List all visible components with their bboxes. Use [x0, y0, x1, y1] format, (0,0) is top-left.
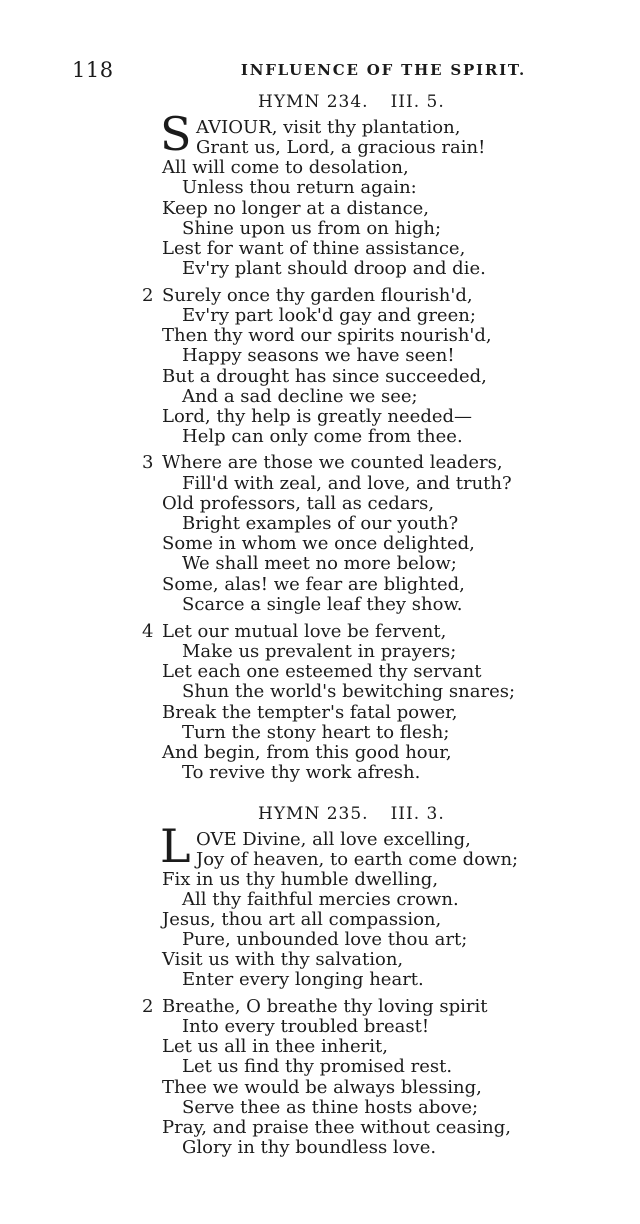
stanza-line: Where are those we counted leaders, — [162, 452, 503, 473]
hymn-meter: III. 3. — [390, 804, 445, 824]
stanza-line: Serve thee as thine hosts above; — [182, 1097, 479, 1118]
stanza-line: All thy faithful mercies crown. — [182, 889, 459, 910]
hymn-meter: III. 5. — [390, 92, 445, 112]
stanza-line: OVE Divine, all love excelling, — [196, 829, 471, 850]
drop-cap: L — [160, 819, 191, 873]
stanza-line: Help can only come from thee. — [182, 426, 463, 447]
stanza-line: Old professors, tall as cedars, — [162, 493, 435, 514]
stanza-line: Breathe, O breathe thy loving spirit — [162, 996, 488, 1017]
stanza-line: Happy seasons we have seen! — [182, 345, 455, 366]
stanza-line: And begin, from this good hour, — [162, 742, 452, 763]
stanza-line: We shall meet no more below; — [182, 553, 457, 574]
stanza-line: Ev'ry plant should droop and die. — [182, 258, 486, 279]
stanza-line: Make us prevalent in prayers; — [182, 641, 457, 662]
stanza-line: Surely once thy garden flourish'd, — [162, 285, 473, 306]
stanza-line: Shine upon us from on high; — [182, 218, 442, 239]
stanza-line: Let us all in thee inherit, — [162, 1036, 388, 1057]
stanza-line: Keep no longer at a distance, — [162, 198, 430, 219]
stanza-line: Unless thou return again: — [182, 177, 417, 198]
stanza-line: Fill'd with zeal, and love, and truth? — [182, 473, 512, 494]
stanza-line: Scarce a single leaf they show. — [182, 594, 463, 615]
stanza-number: 2 — [142, 285, 154, 306]
stanza-line: Turn the stony heart to flesh; — [182, 722, 450, 743]
stanza-line: AVIOUR, visit thy plantation, — [196, 117, 461, 138]
stanza-number: 3 — [142, 452, 154, 473]
stanza-line: Thee we would be always blessing, — [162, 1077, 482, 1098]
page-number: 118 — [72, 58, 114, 82]
stanza-line: Then thy word our spirits nourish'd, — [162, 325, 492, 346]
stanza-line: Shun the world's bewitching snares; — [182, 681, 516, 702]
stanza-line: Enter every longing heart. — [182, 969, 424, 990]
hymn-heading — [258, 804, 445, 824]
stanza-line: Joy of heaven, to earth come down; — [196, 849, 519, 870]
drop-cap: S — [160, 107, 192, 161]
stanza-line: Lord, thy help is greatly needed— — [162, 406, 473, 427]
stanza-line: Glory in thy boundless love. — [182, 1137, 437, 1158]
page-header — [72, 58, 532, 86]
running-title: INFLUENCE OF THE SPIRIT. — [240, 61, 526, 79]
stanza-line: Let each one esteemed thy servant — [162, 661, 482, 682]
stanza-line: Some in whom we once delighted, — [162, 533, 475, 554]
stanza-line: All will come to desolation, — [162, 157, 409, 178]
stanza-line: Jesus, thou art all compassion, — [162, 909, 442, 930]
hymn-heading — [258, 92, 445, 112]
stanza-line: And a sad decline we see; — [182, 386, 418, 407]
stanza-line: To revive thy work afresh. — [182, 762, 421, 783]
stanza-line: Bright examples of our youth? — [182, 513, 459, 534]
stanza-line: Lest for want of thine assistance, — [162, 238, 466, 259]
stanza-line: Pure, unbounded love thou art; — [182, 929, 468, 950]
hymn-number: HYMN 234. — [258, 92, 369, 112]
stanza-number: 4 — [142, 621, 154, 642]
stanza-line: Visit us with thy salvation, — [162, 949, 404, 970]
stanza-line: Into every troubled breast! — [182, 1016, 430, 1037]
stanza-line: But a drought has since succeeded, — [162, 366, 487, 387]
stanza-line: Pray, and praise thee without ceasing, — [162, 1117, 511, 1138]
stanza-number: 2 — [142, 996, 154, 1017]
stanza-line: Some, alas! we fear are blighted, — [162, 574, 465, 595]
stanza-line: Grant us, Lord, a gracious rain! — [196, 137, 486, 158]
stanza-line: Let our mutual love be fervent, — [162, 621, 447, 642]
stanza-line: Fix in us thy humble dwelling, — [162, 869, 439, 890]
stanza-line: Break the tempter's fatal power, — [162, 702, 458, 723]
stanza-line: Ev'ry part look'd gay and green; — [182, 305, 476, 326]
hymn-number: HYMN 235. — [258, 804, 369, 824]
stanza-line: Let us find thy promised rest. — [182, 1056, 453, 1077]
